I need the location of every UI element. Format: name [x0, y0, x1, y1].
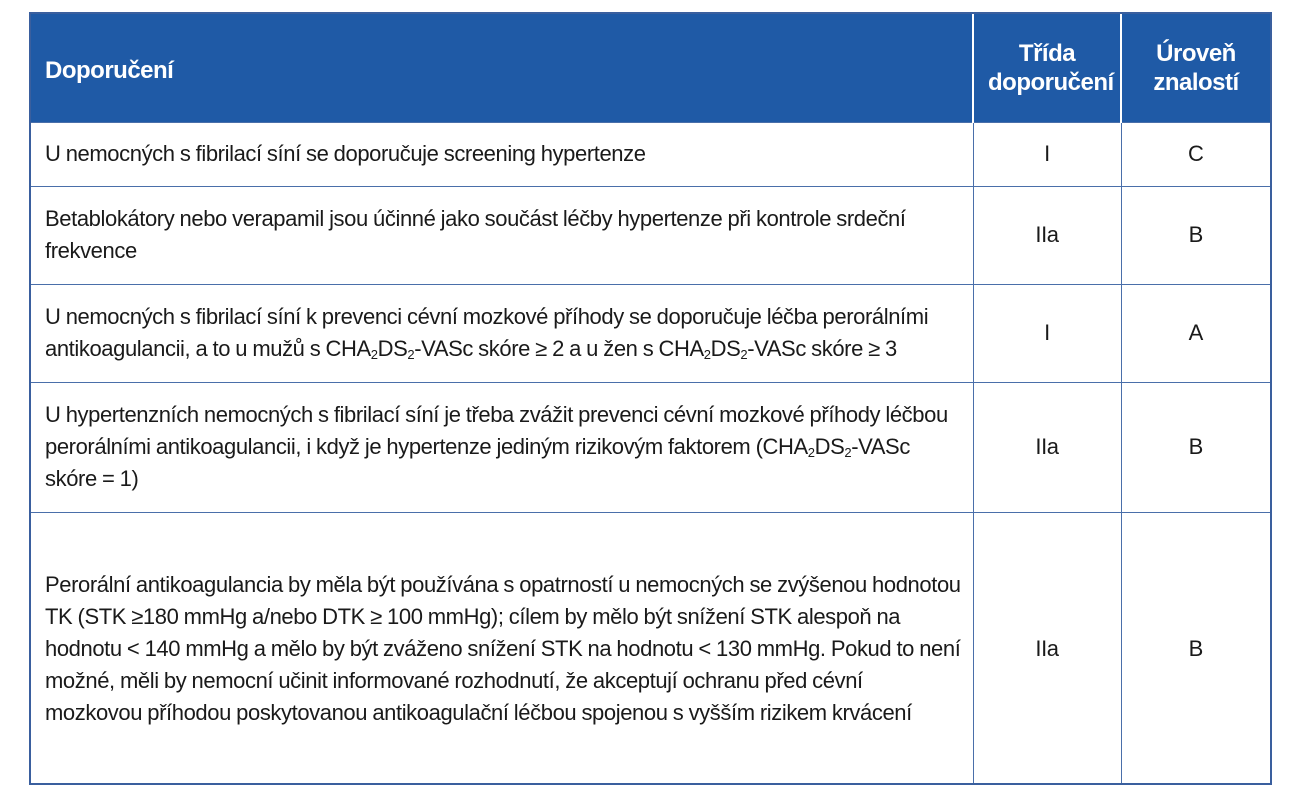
recommendation-text [31, 284, 973, 382]
header-recommendation: Doporučení [31, 14, 973, 122]
text-part: DS [377, 336, 408, 361]
evidence-level: C [1121, 122, 1270, 186]
table-row [31, 512, 1270, 785]
subscript: 2 [407, 347, 415, 362]
table-row [31, 122, 1270, 186]
text-part: -VASc skóre = 1) [45, 434, 910, 491]
header-level [1121, 14, 1270, 122]
text-part: U nemocných s fibrilací síní k prevenci cévní mozkové příhody se doporučuje léčba perorálními antikoagulancii, a to u mužů s CHA [45, 304, 929, 361]
recommendation-text: U nemocných s fibrilací síní se doporučuje screening hypertenze [31, 122, 973, 186]
header-level-line2: znalostí [1153, 68, 1239, 96]
subscript: 2 [807, 445, 815, 460]
header-class-line1: Třída [1018, 39, 1076, 67]
text-part: DS [814, 434, 845, 459]
recommendation-class: IIa [973, 186, 1121, 284]
recommendation-text [31, 382, 973, 512]
recommendations-table [31, 14, 1270, 785]
table-row [31, 382, 1270, 512]
text-part: -VASc skóre ≥ 2 a u žen s CHA [414, 336, 704, 361]
evidence-level: B [1121, 186, 1270, 284]
subscript: 2 [740, 347, 748, 362]
header-class [973, 14, 1121, 122]
table-row [31, 186, 1270, 284]
recommendation-text: Betablokátory nebo verapamil jsou účinné jako součást léčby hypertenze při kontrole srdeční frekvence [31, 186, 973, 284]
recommendation-class: I [973, 284, 1121, 382]
text-part: U hypertenzních nemocných s fibrilací síní je třeba zvážit prevenci cévní mozkové příhody léčbou perorálními antikoagulancii, i když je hypertenze jediným rizikovým faktorem (CHA [45, 402, 948, 459]
recommendations-table-frame [29, 12, 1272, 785]
recommendation-text: Perorální antikoagulancia by měla být používána s opatrností u nemocných se zvýšenou hodnotou TK (STK ≥180 mmHg a/nebo DTK ≥ 100 mmHg); cílem by mělo být snížení STK alespoň na hodnotu < 140 mmHg a mělo by být zváženo snížení STK na hodnotu < 130 mmHg. Pokud to není možné, měli by nemocní učinit informované rozhodnutí, že akceptují ochranu před cévní mozkovou příhodou poskytovanou antikoagulační léčbou spojenou s vyšším rizikem krvácení [31, 512, 973, 785]
recommendation-class: IIa [973, 512, 1121, 785]
subscript: 2 [844, 445, 852, 460]
recommendation-class: IIa [973, 382, 1121, 512]
header-class-line2: doporučení [988, 68, 1114, 96]
text-part: -VASc skóre ≥ 3 [747, 336, 897, 361]
table-header [31, 14, 1270, 122]
evidence-level: A [1121, 284, 1270, 382]
evidence-level: B [1121, 512, 1270, 785]
header-level-line1: Úroveň [1156, 39, 1236, 67]
subscript: 2 [370, 347, 378, 362]
subscript: 2 [703, 347, 711, 362]
text-part: DS [710, 336, 741, 361]
table-row [31, 284, 1270, 382]
evidence-level: B [1121, 382, 1270, 512]
recommendation-class: I [973, 122, 1121, 186]
